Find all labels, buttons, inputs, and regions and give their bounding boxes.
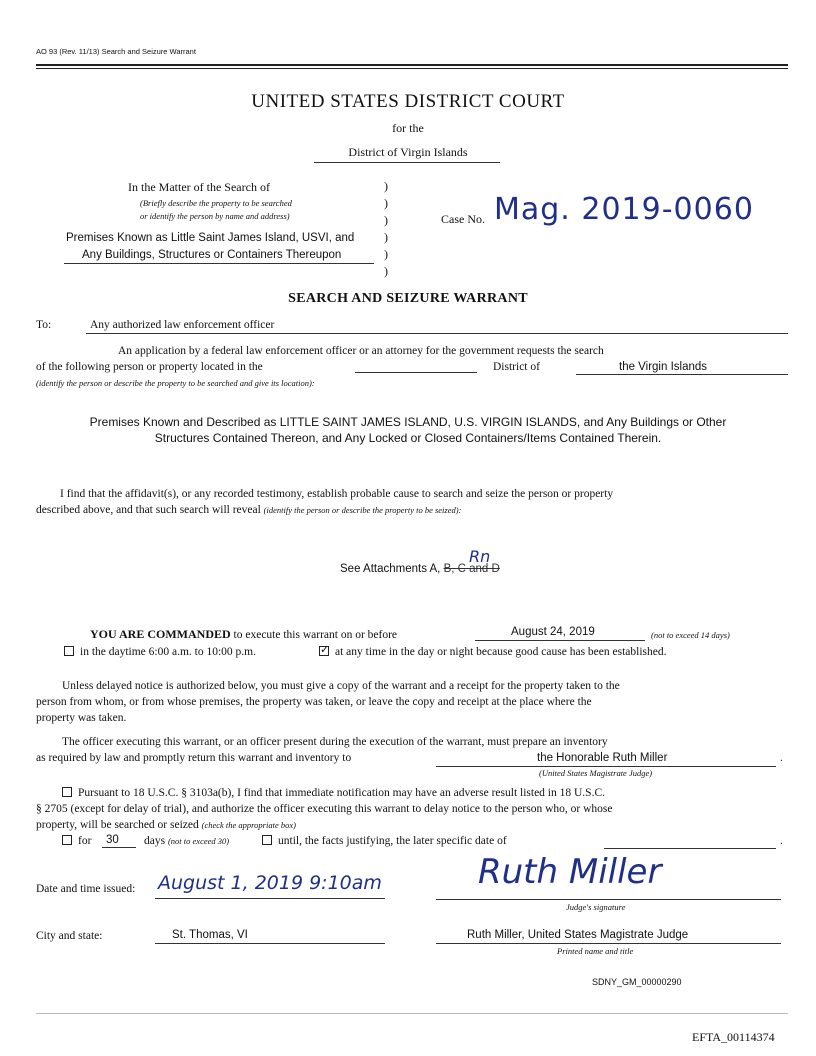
judge-signature: Ruth Miller: [478, 852, 662, 892]
attachments-struck: B, C and D: [443, 563, 500, 575]
district-value-underline: [576, 374, 788, 375]
header-rule-thin: [36, 68, 788, 69]
court-title: UNITED STATES DISTRICT COURT: [251, 91, 565, 112]
printed-name-underline: [436, 943, 781, 944]
attachments-prefix: See Attachments A,: [340, 563, 441, 575]
inventory-period: .: [780, 752, 783, 764]
inventory-judge-underline: [436, 766, 776, 767]
application-line-2: of the following person or property located in the: [36, 361, 263, 373]
days-underline: [102, 847, 136, 848]
until-checkbox[interactable]: [262, 835, 272, 845]
bates-number: SDNY_GM_00000290: [592, 977, 682, 987]
city-label: City and state:: [36, 930, 103, 942]
printed-name-label: Printed name and title: [557, 946, 634, 956]
matter-note-2: or identify the person by name and address): [140, 211, 290, 221]
paren-column: ) ) ) ) ) ): [384, 179, 388, 278]
days-value: 30: [106, 834, 119, 846]
city-underline: [155, 943, 385, 944]
finding-line-1: I find that the affidavit(s), or any recorded testimony, establish probable cause to search and seize the person or property: [60, 488, 614, 500]
premises-underline: [64, 263, 374, 264]
pursuant-line-2: § 2705 (except for delay of trial), and authorize the officer executing this warrant to delay notice to the person who, or whose: [36, 803, 613, 815]
warrant-title: SEARCH AND SEIZURE WARRANT: [288, 291, 528, 306]
commanded-date-underline: [475, 640, 645, 641]
premises-line-2: Any Buildings, Structures or Containers Thereupon: [82, 249, 342, 261]
for-the: for the: [392, 121, 424, 135]
city-value: St. Thomas, VI: [172, 929, 248, 941]
property-line-2: Structures Contained Thereon, and Any Locked or Closed Containers/Items Contained Therein.: [154, 431, 662, 445]
issued-underline: [155, 898, 385, 899]
finding-line-2: described above, and that such search will reveal (identify the person or describe the property to be seized):: [36, 504, 462, 516]
case-no-label: Case No.: [441, 212, 485, 226]
option-daytime[interactable]: in the daytime 6:00 a.m. to 10:00 p.m.: [64, 646, 256, 658]
for-days-option[interactable]: for: [62, 835, 91, 847]
option-anytime[interactable]: ✓ at any time in the day or night because good cause has been established.: [319, 646, 666, 658]
district-underline: [314, 162, 500, 163]
signature-label: Judge's signature: [566, 902, 626, 912]
case-number: Mag. 2019-0060: [494, 192, 754, 227]
header-rule: [36, 64, 788, 66]
until-period: .: [780, 835, 783, 847]
district-blank: [355, 372, 477, 373]
efta-number: EFTA_00114374: [692, 1030, 775, 1044]
days-label: days (not to exceed 30): [144, 835, 230, 847]
delayed-line-2: person from whom, or from whose premises, the property was taken, or leave the copy and receipt at the place where the: [36, 696, 592, 708]
to-recipient: Any authorized law enforcement officer: [90, 319, 275, 331]
district-of-label: District of: [493, 361, 540, 373]
pursuant-checkbox[interactable]: [62, 787, 72, 797]
application-line-1: An application by a federal law enforcement officer or an attorney for the government requests the search: [118, 345, 604, 357]
issued-value: August 1, 2019 9:10am: [158, 872, 382, 894]
signature-underline: [436, 899, 781, 900]
daytime-checkbox[interactable]: [64, 646, 74, 656]
property-line-1: Premises Known and Described as LITTLE SAINT JAMES ISLAND, U.S. VIRGIN ISLANDS, and Any Buildings or Other: [89, 415, 727, 429]
pursuant-line-3: property, will be searched or seized (check the appropriate box): [36, 819, 296, 831]
district-value: the Virgin Islands: [619, 361, 708, 373]
district-name: District of Virgin Islands: [348, 145, 468, 159]
premises-line-1: Premises Known as Little Saint James Island, USVI, and: [66, 232, 355, 244]
commanded-note: (not to exceed 14 days): [651, 630, 730, 640]
issued-label: Date and time issued:: [36, 883, 136, 895]
until-date-underline: [604, 848, 776, 849]
delayed-line-1: Unless delayed notice is authorized below, you must give a copy of the warrant and a receipt for the property taken to the: [62, 680, 620, 692]
matter-note-1: (Briefly describe the property to be searched: [140, 198, 292, 208]
commanded-date: August 24, 2019: [511, 626, 595, 638]
commanded-line: YOU ARE COMMANDED to execute this warrant on or before: [90, 627, 398, 641]
for-days-checkbox[interactable]: [62, 835, 72, 845]
footer-rule: [36, 1013, 788, 1014]
form-header: AO 93 (Rev. 11/13) Search and Seizure Warrant: [36, 47, 196, 56]
anytime-checkbox[interactable]: [319, 646, 329, 656]
inventory-judge: the Honorable Ruth Miller: [537, 752, 668, 764]
printed-name: Ruth Miller, United States Magistrate Judge: [467, 929, 689, 941]
until-option[interactable]: until, the facts justifying, the later specific date of: [262, 835, 507, 847]
pursuant-line-1[interactable]: Pursuant to 18 U.S.C. § 3103a(b), I find that immediate notification may have an adverse result listed in 18 U.S.C.: [62, 787, 605, 799]
delayed-line-3: property was taken.: [36, 712, 127, 724]
identify-note: (identify the person or describe the property to be searched and give its location):: [36, 378, 315, 388]
to-underline: [86, 333, 788, 334]
matter-heading: In the Matter of the Search of: [128, 180, 270, 194]
attachments-initials: Rn: [469, 547, 491, 566]
inventory-line-1: The officer executing this warrant, or an officer present during the execution of the warrant, must prepare an inventory: [62, 736, 608, 748]
inventory-line-2: as required by law and promptly return this warrant and inventory to: [36, 752, 352, 764]
inventory-judge-note: (United States Magistrate Judge): [539, 768, 653, 778]
to-label: To:: [36, 319, 52, 331]
